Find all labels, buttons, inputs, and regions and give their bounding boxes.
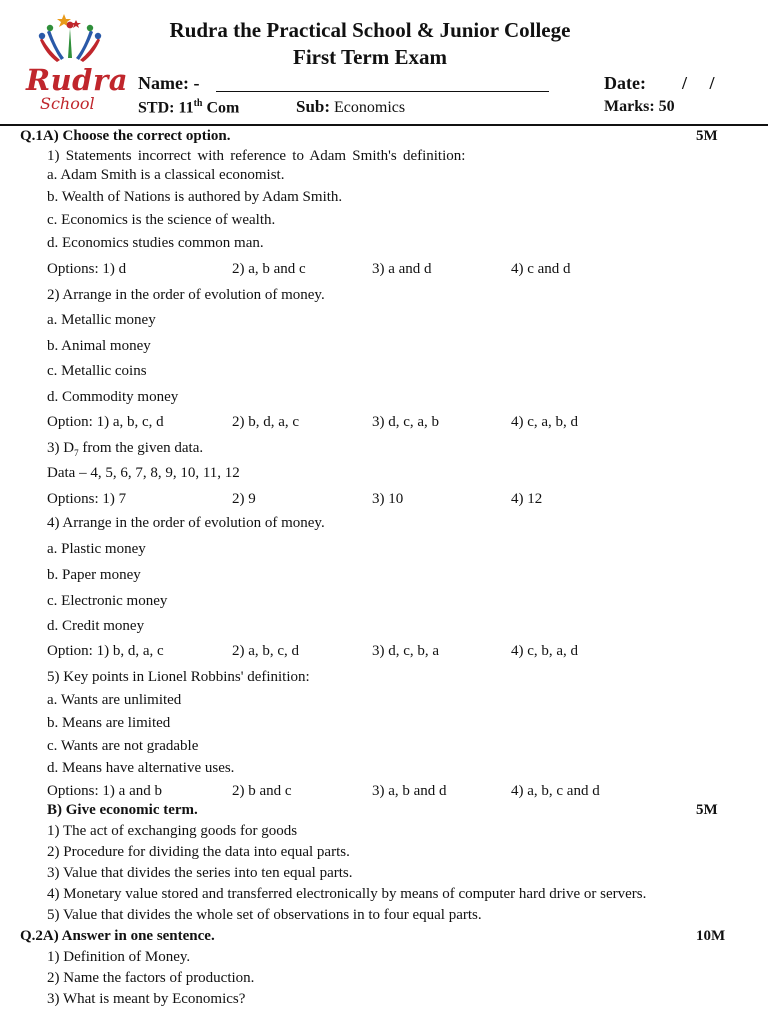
q2a-item-3: 3) What is meant by Economics? xyxy=(47,991,246,1007)
q4-item-c: c. Electronic money xyxy=(47,593,168,609)
q3-stem: 3) $D_7$ from the given data. xyxy=(47,440,204,458)
q1b-item-4: 4) Monetary value stored and transferred electronically by means of computer hard drive or servers. xyxy=(47,886,647,902)
q2-item-b: b. Animal money xyxy=(47,338,151,354)
q2-option-3: 3) d, c, a, b xyxy=(372,414,440,430)
exam-title: First Term Exam xyxy=(293,45,447,69)
q3-data: Data – 4, 5, 6, 7, 8, 9, 10, 11, 12 xyxy=(47,465,240,481)
subject: Sub: Economics xyxy=(296,97,406,116)
q3-option-2: 2) 9 xyxy=(232,491,256,507)
q1-item-d: d. Economics studies common man. xyxy=(47,235,264,251)
q5-stem: 5) Key points in Lionel Robbins' definition: xyxy=(47,669,310,685)
q5-item-c: c. Wants are not gradable xyxy=(47,738,199,754)
name-label: Name: - xyxy=(138,73,200,93)
q4-item-a: a. Plastic money xyxy=(47,541,146,557)
q1-item-c: c. Economics is the science of wealth. xyxy=(47,212,276,228)
q1-item-a: a. Adam Smith is a classical economist. xyxy=(47,167,285,183)
school-name: Rudra the Practical School & Junior College xyxy=(169,18,571,42)
q1b-marks: 5M xyxy=(696,802,718,818)
header-divider xyxy=(0,124,768,126)
q4-option-3: 3) d, c, b, a xyxy=(372,643,440,659)
q2a-item-2: 2) Name the factors of production. xyxy=(47,970,255,986)
q2-item-d: d. Commodity money xyxy=(47,389,179,405)
q1-option-2: 2) a, b and c xyxy=(232,261,306,277)
q3-option-4: 4) 12 xyxy=(511,491,543,507)
q1-option-3: 3) a and d xyxy=(372,261,432,277)
q3-option-3: 3) 10 xyxy=(372,491,404,507)
q2-option-2: 2) b, d, a, c xyxy=(232,414,300,430)
q4-stem: 4) Arrange in the order of evolution of money. xyxy=(47,515,325,531)
date-slashes: / / xyxy=(682,73,715,93)
q1-option-1: Options: 1) d xyxy=(47,261,127,277)
name-blank-line xyxy=(216,91,549,92)
q5-item-d: d. Means have alternative uses. xyxy=(47,760,235,776)
q1b-item-3: 3) Value that divides the series into ten equal parts. xyxy=(47,865,353,881)
q2-option-4: 4) c, a, b, d xyxy=(511,414,579,430)
date-label: Date: xyxy=(604,73,646,93)
std-label: STD: 11th Com xyxy=(138,98,240,117)
q5-option-2: 2) b and c xyxy=(232,783,292,799)
q2a-marks: 10M xyxy=(696,928,726,944)
q2a-item-1: 1) Definition of Money. xyxy=(47,949,191,965)
q4-item-b: b. Paper money xyxy=(47,567,141,583)
q5-option-3: 3) a, b and d xyxy=(372,783,447,799)
q1a-marks: 5M xyxy=(696,128,718,144)
q1a-heading: Q.1A) Choose the correct option. xyxy=(20,128,231,144)
logo-text-school: School xyxy=(40,94,95,113)
q1b-item-1: 1) The act of exchanging goods for goods xyxy=(47,823,298,839)
q5-item-b: b. Means are limited xyxy=(47,715,171,731)
q2-item-c: c. Metallic coins xyxy=(47,363,147,379)
q2-option-1: Option: 1) a, b, c, d xyxy=(47,414,164,430)
q1b-heading: B) Give economic term. xyxy=(47,802,198,818)
q2-stem: 2) Arrange in the order of evolution of money. xyxy=(47,287,325,303)
q1-stem: 1) Statements incorrect with reference to Adam Smith's definition: xyxy=(47,148,466,164)
q4-option-1: Option: 1) b, d, a, c xyxy=(47,643,164,659)
q1b-item-2: 2) Procedure for dividing the data into equal parts. xyxy=(47,844,350,860)
q2a-heading: Q.2A) Answer in one sentence. xyxy=(20,928,215,944)
q4-option-4: 4) c, b, a, d xyxy=(511,643,579,659)
total-marks: Marks: 50 xyxy=(604,98,675,115)
q3-option-1: Options: 1) 7 xyxy=(47,491,127,507)
q1-item-b: b. Wealth of Nations is authored by Adam Smith. xyxy=(47,189,343,205)
q5-option-1: Options: 1) a and b xyxy=(47,783,162,799)
q5-item-a: a. Wants are unlimited xyxy=(47,692,182,708)
q1b-item-5: 5) Value that divides the whole set of observations in to four equal parts. xyxy=(47,907,482,923)
q1-option-4: 4) c and d xyxy=(511,261,571,277)
q4-option-2: 2) a, b, c, d xyxy=(232,643,300,659)
q5-option-4: 4) a, b, c and d xyxy=(511,783,600,799)
q2-item-a: a. Metallic money xyxy=(47,312,156,328)
q4-item-d: d. Credit money xyxy=(47,618,145,634)
logo-text-rudra: Rudra xyxy=(26,63,129,97)
